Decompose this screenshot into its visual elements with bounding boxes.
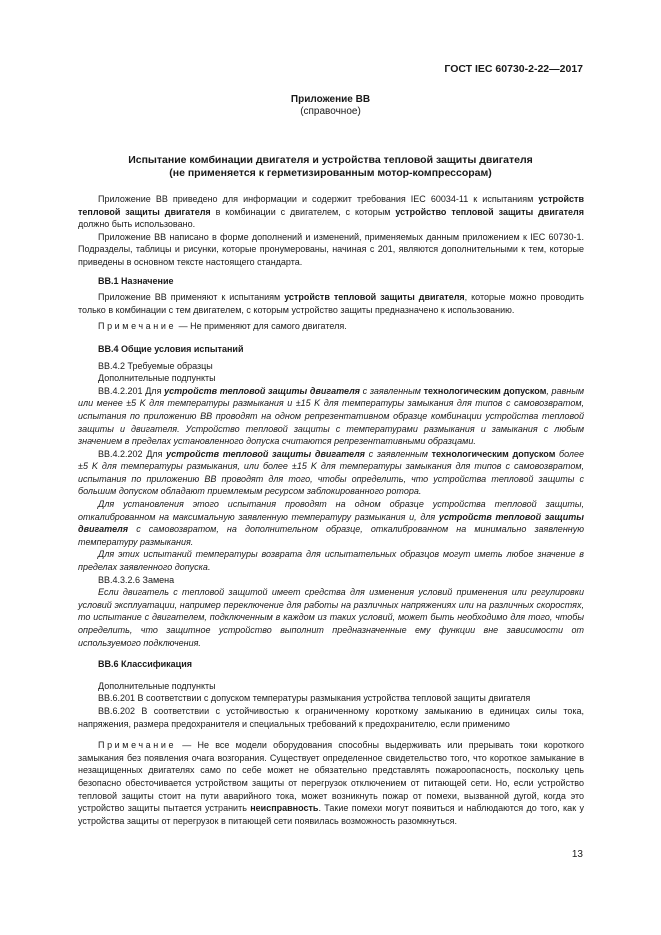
bb4-202-paragraph: ВВ.4.2.202 Для устройств тепловой защиты двигателя с заявленным технологическим допуском более ±5 K для температуры размыкания, или более ±15 K для температуры замыкания для типов с самовозвратом, испытания по приложению ВВ проводят для того, чтобы определить, что устройства тепловой защиты с большим допуском обладают приемлемым ресурсом заблокированного ротора. (78, 448, 584, 497)
section-bb1-heading: ВВ.1 Назначение (98, 275, 174, 286)
annex-type: (справочное) (300, 106, 361, 117)
page-number: 13 (571, 849, 583, 860)
bb6-additional-label: Дополнительные подпункты (98, 680, 216, 691)
main-title-line2: (не применяется к герметизированным мотор-компрессорам) (169, 167, 492, 179)
bb4-201-paragraph: ВВ.4.2.201 Для устройств тепловой защиты двигателя с заявленным технологическим допуском, равным или менее ±5 K для температуры размыкания и ±15 K для температуры замыкания для типов с самовозвратом, испытания по приложению ВВ проводят на одном репрезентативном образце комбинации устройства тепловой защиты и двигателя. Устройство тепловой защиты с температурами размыкания и замыкания с любым значением в пределах установленного допуска считаются репрезентативными образцами. (78, 385, 584, 447)
intro-paragraph-1: Приложение ВВ приведено для информации и содержит требования IEC 60034-11 к испытаниям устройств тепловой защиты двигателя в комбинации с двигателем, с которым устройство тепловой защиты двигателя должно быть использовано. (78, 194, 584, 230)
main-title-line1: Испытание комбинации двигателя и устройства тепловой защиты двигателя (128, 154, 533, 166)
bb4-replacement-paragraph: Если двигатель с тепловой защитой имеет средства для изменения условий применения или регулировки условий эксплуатации, например переключение для работы на различных напряжениях или на различных скоростях, то испытание с двигателем, подключенным в каждом из таких условий, может быть необходимо для того, чтобы определить, что защитное устройство выполнит предназначенные ему функции вне зависимости от используемого подключения. (78, 587, 584, 648)
standard-header: ГОСТ IEC 60730-2-22—2017 (444, 63, 583, 75)
section-bb4-heading: ВВ.4 Общие условия испытаний (98, 343, 244, 354)
bb4-subsection-4-3-2-6: ВВ.4.3.2.6 Замена (98, 574, 175, 585)
bb1-paragraph: Приложение ВВ применяют к испытаниям устройств тепловой защиты двигателя, которые можно проводить только в комбинации с тем двигателем, с которым устройство защиты предназначено к использованию. (78, 292, 584, 315)
bb4-additional-label: Дополнительные подпункты (98, 373, 216, 384)
bb6-201-paragraph: ВВ.6.201 В соответствии с допуском температуры размыкания устройства тепловой защиты двигателя (98, 693, 531, 704)
annex-title: Приложение ВВ (290, 94, 371, 105)
bb4-reset-paragraph: Для этих испытаний температуры возврата для испытательных образцов могут иметь любое значение в пределах заявленного допуска. (78, 549, 584, 573)
section-bb6-heading: ВВ.6 Классификация (98, 659, 192, 670)
bb6-202-paragraph: ВВ.6.202 В соответствии с устойчивостью к ограниченному короткому замыканию в единицах силы тока, напряжения, размера предохранителя и специальных требований к предохранителю, если применимо (78, 705, 584, 729)
bb4-subsection-4-2: ВВ.4.2 Требуемые образцы (98, 360, 213, 371)
bb1-note: Примечание — Не применяют для самого двигателя. (98, 321, 347, 332)
bb6-note: Примечание — Не все модели оборудования способны выдерживать или прерывать токи короткого замыкания без появления очага возгорания. Существует определенное свидетельство того, что короткое замыкание в незащищенных двигателях само по себе может не обязательно представлять пожароопасность, поскольку цепь безопасно обесточивается устройством защиты от перегрузок отключением от питающей сети. Но, если устройство тепловой защиты стоит на пути аварийного тока, может возникнуть пожар от помехи, вызванной дугой, когда это устройство защиты пытается устранить неисправность. Такие помехи могут появиться и наблюдаются до того, как у устройства защиты от перегрузок в питающей сети появилась возможность разомкнуться. (78, 740, 584, 826)
bb4-calibration-paragraph: Для установления этого испытания проводят на одном образце устройства тепловой защиты, откалиброванном на максимальную заявленную температуру размыкания и, для устройств тепловой защиты двигателя с самовозвратом, на дополнительном образце, откалиброванном на минимально заявленную температуру размыкания. (78, 499, 584, 547)
intro-paragraph-2: Приложение ВВ написано в форме дополнений и изменений, применяемых данным приложением к IEC 60730-1. Подразделы, таблицы и рисунки, которые пронумерованы, начиная с 201, являются дополнительными к тем, которые приведены в основном тексте настоящего стандарта. (78, 231, 584, 267)
document-body (78, 193, 584, 827)
